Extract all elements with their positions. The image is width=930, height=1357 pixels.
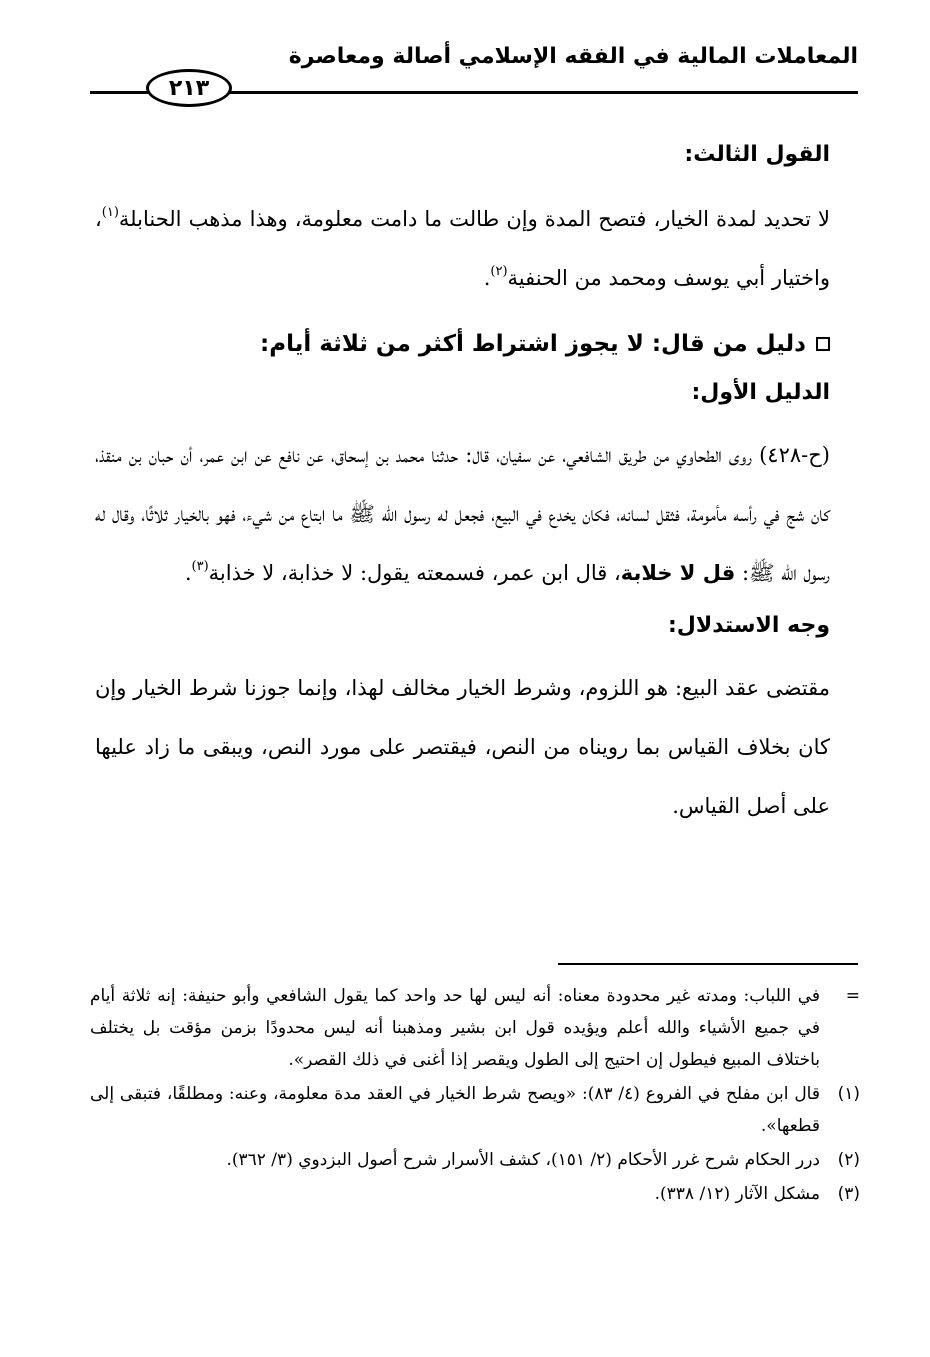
- footnote-text: قال ابن مفلح في الفروع (٤/ ٨٣): «ويصح شرط الخيار في العقد مدة معلومة، وعنه: ومطلقًا، فتبقى إلى قطعها».: [90, 1084, 820, 1136]
- inference-heading: وجه الاستدلال:: [667, 613, 830, 638]
- square-bullet-icon: [816, 337, 830, 351]
- footnote-ref-3[interactable]: (٣): [191, 559, 209, 574]
- footnote-separator: [558, 963, 858, 965]
- hadith-paragraph: [95, 426, 830, 603]
- footnote-marker: (١): [837, 1084, 860, 1104]
- third-view-text-c: .: [483, 266, 491, 290]
- footnote-item: [90, 1078, 860, 1142]
- third-view-heading: القول الثالث:: [684, 142, 830, 167]
- hadith-bold-quote: قل لا خلابة: [620, 561, 736, 585]
- hadith-text-b: ، قال ابن عمر، فسمعته يقول: لا خذابة، لا خذابة: [208, 561, 621, 585]
- footnotes: [90, 980, 860, 1212]
- hadith-text-c: .: [184, 561, 192, 585]
- footnote-item: [90, 980, 860, 1076]
- footnote-text: في اللباب: ومدته غير محدودة معناه: أنه ليس لها حد واحد كما يقول الشافعي وأبو حنيفة: إنه ثلاثة أيام في جميع الأشياء والله أعلم ويؤيده قول ابن بشير ومذهبنا أنه ليس محدودًا بزمن مؤقت بل يختلف باختلاف المبيع فيطول إن احتيج إلى الطول ويقصر إذا أغنى في ذلك القصر».: [90, 986, 820, 1070]
- footnote-marker: (٢): [837, 1150, 860, 1170]
- third-view-paragraph: [95, 190, 830, 308]
- inference-paragraph: مقتضى عقد البيع: هو اللزوم، وشرط الخيار مخالف لهذا، وإنما جوزنا شرط الخيار وإن كان بخلاف القياس بما رويناه من النص، فيقتصر على مورد النص، ويبقى ما زاد عليها على أصل القياس.: [95, 676, 830, 818]
- running-title: المعاملات المالية في الفقه الإسلامي أصالة ومعاصرة: [288, 44, 858, 69]
- page-number: ٢١٣: [146, 69, 232, 107]
- footnote-ref-2[interactable]: (٢): [490, 264, 508, 279]
- footnote-text: درر الحكام شرح غرر الأحكام (٢/ ١٥١)، كشف الأسرار شرح أصول البزدوي (٣/ ٣٦٢).: [226, 1150, 820, 1170]
- third-view-text-b: ، واختيار أبي يوسف ومحمد من الحنفية: [95, 207, 830, 290]
- footnote-text: مشكل الآثار (١٢/ ٣٣٨).: [654, 1184, 820, 1204]
- footnote-item: [90, 1178, 860, 1210]
- evidence-section-heading: [95, 322, 830, 366]
- main-text: [95, 138, 830, 836]
- footnote-ref-1[interactable]: (١): [101, 205, 119, 220]
- footnote-item: [90, 1144, 860, 1176]
- footnote-marker: =: [845, 986, 860, 1006]
- evidence-heading-text: دليل من قال: لا يجوز اشتراط أكثر من ثلاثة أيام:: [260, 331, 806, 357]
- hadith-text-a: (ح-٤٢٨) روى الطحاوي من طريق الشافعي، عن سفيان، قال: حدثنا محمد بن إسحاق، عن نافع عن ابن عمر، أن حبان بن منقذ، كان شج في رأسه مأمومة، فثقل لسانه، فكان يخدع في البيع، فجعل له رسول الله ﷺ ما ابتاع من شيء، فهو بالخيار ثلاثًا، وقال له رسول الله ﷺ:: [95, 443, 830, 585]
- third-view-text-a: لا تحديد لمدة الخيار، فتصح المدة وإن طالت ما دامت معلومة، وهذا مذهب الحنابلة: [118, 207, 830, 231]
- first-evidence-heading: الدليل الأول:: [691, 380, 830, 405]
- footnote-marker: (٣): [837, 1184, 860, 1204]
